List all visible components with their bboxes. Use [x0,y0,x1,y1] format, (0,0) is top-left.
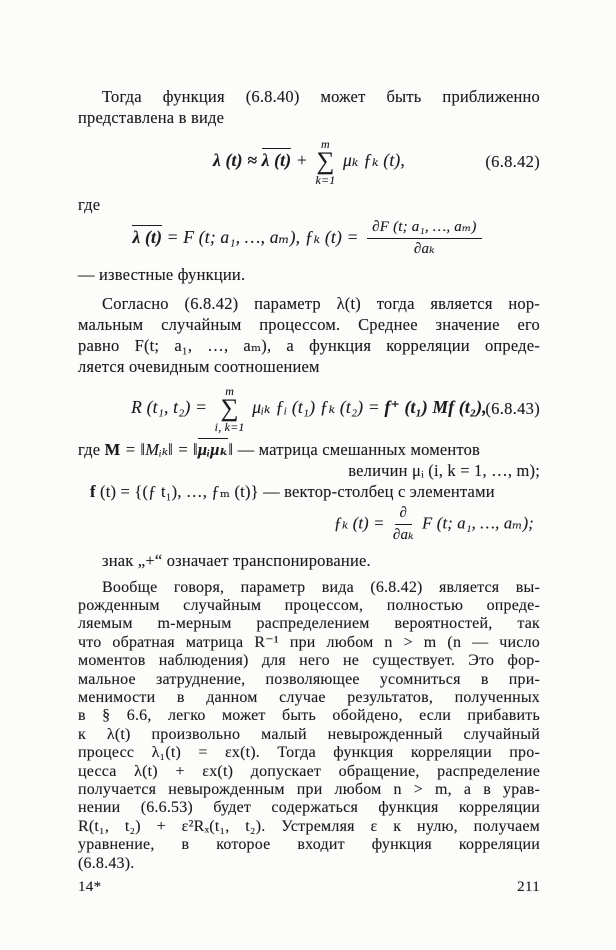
footer-signature: 14* [78,879,102,895]
eq-lhs: λ (t) ≈ [212,149,262,170]
text-line: Согласно (6.8.42) параметр λ(t) тогда является нор- [102,294,540,314]
text-line: цесса λ(t) + εx(t) допускает обращение, распределение [78,762,540,780]
matrix-norm: = ‖Mᵢₖ‖ = ‖ [120,440,198,459]
equation-body [131,384,487,434]
page-number: 211 [517,879,540,895]
moments-values-line: величин μᵢ (i, k = 1, …, m); [348,461,540,480]
eq-body-text: = F (t; a₁, …, aₘ), ƒₖ (t) = [162,226,364,247]
matrix-M: M [104,440,121,459]
text-line: в § 6.6, легко может быть обойдено, если прибавить [78,707,540,725]
eq-mean-term: λ (t) [132,226,163,247]
fraction-numerator: ∂ [395,505,413,525]
text-line: ляемым m-мерным распределением вероятностей, так [78,615,540,633]
matrix-description: ‖ — матрица смешанных моментов [228,440,481,459]
equation-number: (6.8.42) [485,151,540,171]
fraction [393,505,414,545]
known-functions-note: — известные функции. [78,265,246,285]
page-content [78,86,540,896]
moment-overline: μᵢμₖ [197,440,229,459]
text-line: менимости в данном случае результатов, полученных [78,688,540,706]
eq-lhs: ƒₖ (t) = [333,513,389,533]
eq-tail: μₖ ƒₖ (t), [338,149,406,170]
eq-plus: + [291,149,313,170]
equation-number: (6.8.43) [485,399,540,419]
fraction-denominator: ∂aₖ [413,241,435,257]
equation-body [212,137,406,187]
vector-f: f [90,482,96,501]
eq-middle: μᵢₖ ƒᵢ (t₁) ƒₖ (t₂) = [247,397,385,418]
text-line: Тогда функция (6.8.40) может быть приближенно [102,87,540,106]
page-footer [78,879,540,896]
text-line: нении (6.6.53) будет содержаться функция корреляции [78,799,540,817]
text-line: что обратная матрица R⁻¹ при любом n > m (n — число [78,633,540,651]
text-line: R(t₁, t₂) + ε²Rₓ(t₁, t₂). Устремляя ε к нулю, получаем [78,817,540,835]
element-formula-line [78,502,540,548]
transpose-note: знак „+“ означает транспонирование. [102,550,371,570]
fraction-numerator: ∂F (t; a₁, …, aₘ) [367,219,481,239]
vector-definition-line [78,481,540,502]
text-line: уравнение, в которое входит функция корреляции [78,836,540,854]
text-line: мальное затруднение, позволяющее усомниться в при- [78,670,540,688]
paragraph-normal-process [78,293,540,377]
where-block [78,439,540,571]
sigma-icon: ∑ [220,395,239,423]
where-word: где [78,440,105,459]
text-line: равно F(t; a₁, …, aₘ), а функция корреляции опреде- [78,336,540,356]
sum-upper-limit: m [225,384,235,399]
text-line: рожденным случайным процессом, полностью опреде- [78,596,540,614]
sum-lower-limit: k=1 [315,172,336,187]
sum-lower-limit: i, k=1 [214,420,245,434]
sigma-icon: ∑ [316,148,335,175]
equation-6-8-43 [78,385,540,433]
text-line: получается невырожденным при любом n > m, а в урав- [78,780,540,798]
sum-upper-limit: m [321,137,330,151]
where-label: где [78,194,101,214]
paragraph-degenerate-process [78,579,540,874]
text-line: Вообще говоря, параметр вида (6.8.42) является вы- [102,578,540,596]
text-line: моментов наблюдения) для него не существует. Это фор- [78,652,540,670]
fraction [367,219,481,259]
matrix-definition-line [78,439,540,460]
vector-description: (t) = {(ƒ t₁), …, ƒₘ (t)} — вектор-столбец с элементами [95,482,495,501]
eq-lhs: R (t₁, t₂) = [131,397,212,418]
summation-symbol [315,138,335,186]
fraction-denominator: ∂aₖ [392,527,414,544]
text-line: (6.8.43). [78,854,135,872]
text-line: процесс λ₁(t) = εx(t). Тогда функция корреляции про- [78,744,540,762]
text-line: к λ(t) произвольно малый невырожденный случайный [78,725,540,743]
eq-vector-form: f⁺ (t₁) Mf (t₂), [384,397,487,418]
eq-tail: F (t; a₁, …, aₘ); [417,513,534,533]
equation-definitions [78,219,540,259]
eq-mean-term: λ (t) [261,149,292,170]
summation-symbol [215,385,245,433]
text-line: мальным случайным процессом. Среднее значение его [78,315,540,335]
text-line: ляется очевидным соотношением [78,357,320,377]
paragraph-intro [78,86,540,128]
text-line: представлена в виде [78,108,225,127]
equation-6-8-42 [78,138,540,186]
